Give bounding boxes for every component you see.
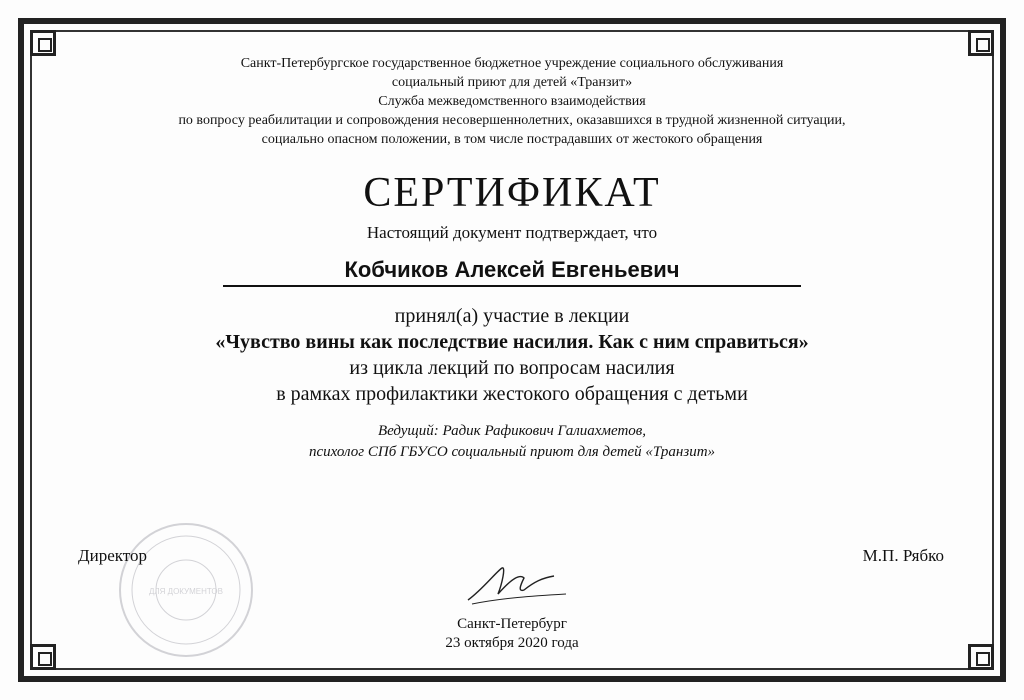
lecture-title: «Чувство вины как последствие насилия. Как с ним справиться» xyxy=(215,331,809,353)
corner-ornament-top-right xyxy=(968,30,994,56)
confirm-text: Настоящий документ подтверждает, что xyxy=(366,223,658,242)
header-line-4: по вопросу реабилитации и сопровождения несовершеннолетних, оказавшихся в трудной жизненной ситуации, xyxy=(178,113,846,128)
certificate-title: СЕРТИФИКАТ xyxy=(363,170,661,216)
participation-text: принял(а) участие в лекции xyxy=(394,305,630,327)
header-line-2: социальный приют для детей «Транзит» xyxy=(391,75,633,90)
header-line-5: социально опасном положении, в том числе пострадавших от жестокого обращения xyxy=(261,132,763,147)
issue-date: 23 октября 2020 года xyxy=(445,635,579,651)
handwritten-signature xyxy=(462,560,572,610)
corner-ornament-top-left xyxy=(30,30,56,56)
header-line-3: Служба межведомственного взаимодействия xyxy=(378,94,646,109)
header-line-1: Санкт-Петербургское государственное бюджетное учреждение социального обслуживания xyxy=(240,56,784,71)
issue-place-date xyxy=(0,615,1024,653)
recipient-name: Кобчиков Алексей Евгеньевич xyxy=(344,257,680,282)
context-text: в рамках профилактики жестокого обращения с детьми xyxy=(276,383,748,405)
stamp-inner-text: ДЛЯ ДОКУМЕНТОВ xyxy=(148,587,224,596)
lecturer-line-2: психолог СПб ГБУСО социальный приют для детей «Транзит» xyxy=(308,444,716,460)
recipient-name-line xyxy=(223,257,801,287)
certificate-content xyxy=(50,54,974,463)
director-label: Директор xyxy=(78,546,147,565)
series-text: из цикла лекций по вопросам насилия xyxy=(349,357,675,379)
issue-city: Санкт-Петербург xyxy=(457,616,567,632)
director-name: М.П. Рябко xyxy=(862,546,944,565)
lecturer-line-1: Ведущий: Радик Рафикович Галиахметов, xyxy=(377,423,647,439)
